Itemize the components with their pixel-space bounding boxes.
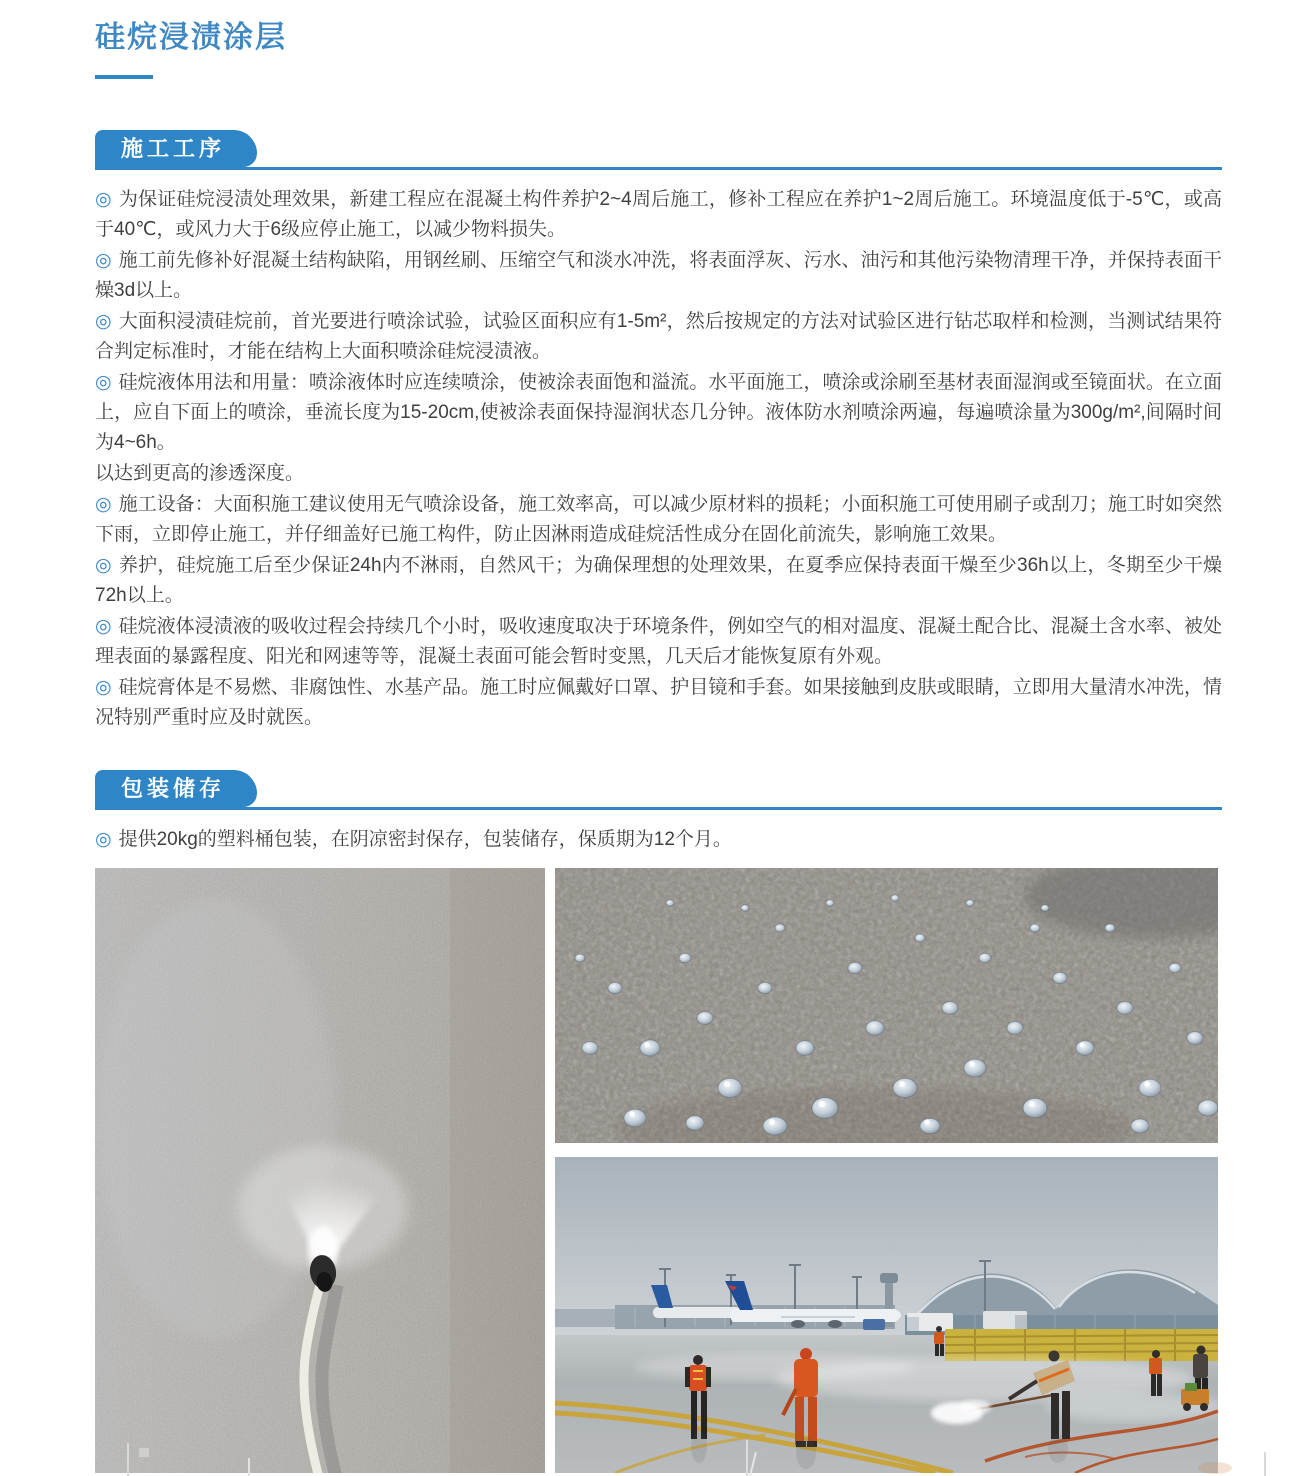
section-tab-construction: 施工工序 (95, 130, 257, 167)
bullet-icon: ◎ (95, 250, 112, 271)
bullet-text: 提供20kg的塑料桶包装，在阴凉密封保存，包装储存，保质期为12个月。 (118, 829, 732, 850)
bullet-text: 为保证硅烷浸渍处理效果，新建工程应在混凝土构件养护2~4周后施工，修补工程应在养护1~2周后施工。环境温度低于-5℃，或高于40℃，或风力大于6级应停止施工，以减少物料损失。 (95, 189, 1222, 240)
bullet-paragraph (95, 307, 1222, 367)
bullet-icon: ◎ (95, 372, 112, 393)
next-page-artifact (248, 1458, 250, 1476)
bullet-text: 硅烷液体浸渍液的吸收过程会持续几个小时，吸收速度取决于环境条件，例如空气的相对温度、混凝土配合比、混凝土含水率、被处理表面的暴露程度、阳光和网速等等，混凝土表面可能会暂时变黑，几天后才能恢复原有外观。 (95, 616, 1222, 667)
bullet-paragraph (95, 368, 1222, 458)
next-page-artifact (1264, 1452, 1266, 1476)
bullet-icon: ◎ (95, 189, 112, 210)
bullet-paragraph (95, 673, 1222, 733)
packaging-paragraph (95, 825, 1222, 855)
section-header-construction (95, 130, 1222, 170)
bullet-icon: ◎ (95, 494, 112, 515)
bullet-text: 施工设备：大面积施工建议使用无气喷涂设备，施工效率高，可以减少原材料的损耗；小面积施工可使用刷子或刮刀；施工时如突然下雨，立即停止施工，并仔细盖好已施工构件，防止因淋雨造成硅烷活性成分在固化前流失，影响施工效果。 (95, 494, 1222, 545)
section-tab-packaging: 包装储存 (95, 770, 257, 807)
bullet-paragraph (95, 490, 1222, 550)
bullet-icon: ◎ (95, 677, 112, 698)
next-page-artifact (139, 1448, 149, 1457)
bullet-icon: ◎ (95, 829, 112, 850)
section-header-packaging (95, 770, 1222, 810)
next-page-artifact (127, 1443, 129, 1476)
title-underline (95, 75, 153, 79)
construction-paragraphs (95, 185, 1222, 733)
construction-fence (945, 1329, 1218, 1361)
bullet-paragraph (95, 612, 1222, 672)
bullet-text: 大面积浸渍硅烷前，首光要进行喷涂试验，试验区面积应有1-5m²，然后按规定的方法对试验区进行钻芯取样和检测，当测试结果符合判定标准时，才能在结构上大面积喷涂硅烷浸渍液。 (95, 311, 1222, 362)
bullet-text: 硅烷液体用法和用量：喷涂液体时应连续喷涂，使被涂表面饱和溢流。水平面施工，喷涂或涂刷至基材表面湿润或至镜面状。在立面上，应自下面上的喷涂，垂流长度为15-20cm,使被涂表面保持湿润状态几分钟。液体防水剂喷涂两遍，每遍喷涂量为300g/m²,间隔时间为4~6h。 (95, 372, 1222, 453)
bullet-icon: ◎ (95, 555, 112, 576)
bullet-paragraph (95, 246, 1222, 306)
photo-gallery (95, 868, 1222, 1473)
bullet-paragraph (95, 185, 1222, 245)
photo-column-right (555, 868, 1218, 1473)
photo-water-beading-closeup (555, 868, 1218, 1143)
bullet-text: 养护，硅烷施工后至少保证24h内不淋雨，自然风干；为确保理想的处理效果，在夏季应保持表面干燥至少36h以上，冬期至少干燥72h以上。 (95, 555, 1222, 606)
bullet-icon: ◎ (95, 311, 112, 332)
bullet-continuation (95, 459, 1222, 489)
bullet-paragraph (95, 551, 1222, 611)
next-page-artifact (1198, 1462, 1232, 1474)
next-page-artifact (746, 1440, 748, 1476)
page-title: 硅烷浸渍涂层 (95, 21, 287, 54)
bullet-text: 硅烷膏体是不易燃、非腐蚀性、水基产品。施工时应佩戴好口罩、护目镜和手套。如果接触到皮肤或眼睛，立即用大量清水冲洗，情况特别严重时应及时就医。 (95, 677, 1222, 728)
bullet-icon: ◎ (95, 616, 112, 637)
photo-airport-apron-spraying (555, 1157, 1218, 1473)
spray-cart (1181, 1389, 1209, 1405)
bullet-text: 施工前先修补好混凝土结构缺陷，用钢丝刷、压缩空气和淡水冲洗，将表面浮灰、污水、油污和其他污染物清理干净，并保持表面干燥3d以上。 (95, 250, 1222, 301)
bullet-text: 以达到更高的渗透深度。 (95, 463, 305, 484)
photo-silane-spray-on-wall (95, 868, 545, 1473)
